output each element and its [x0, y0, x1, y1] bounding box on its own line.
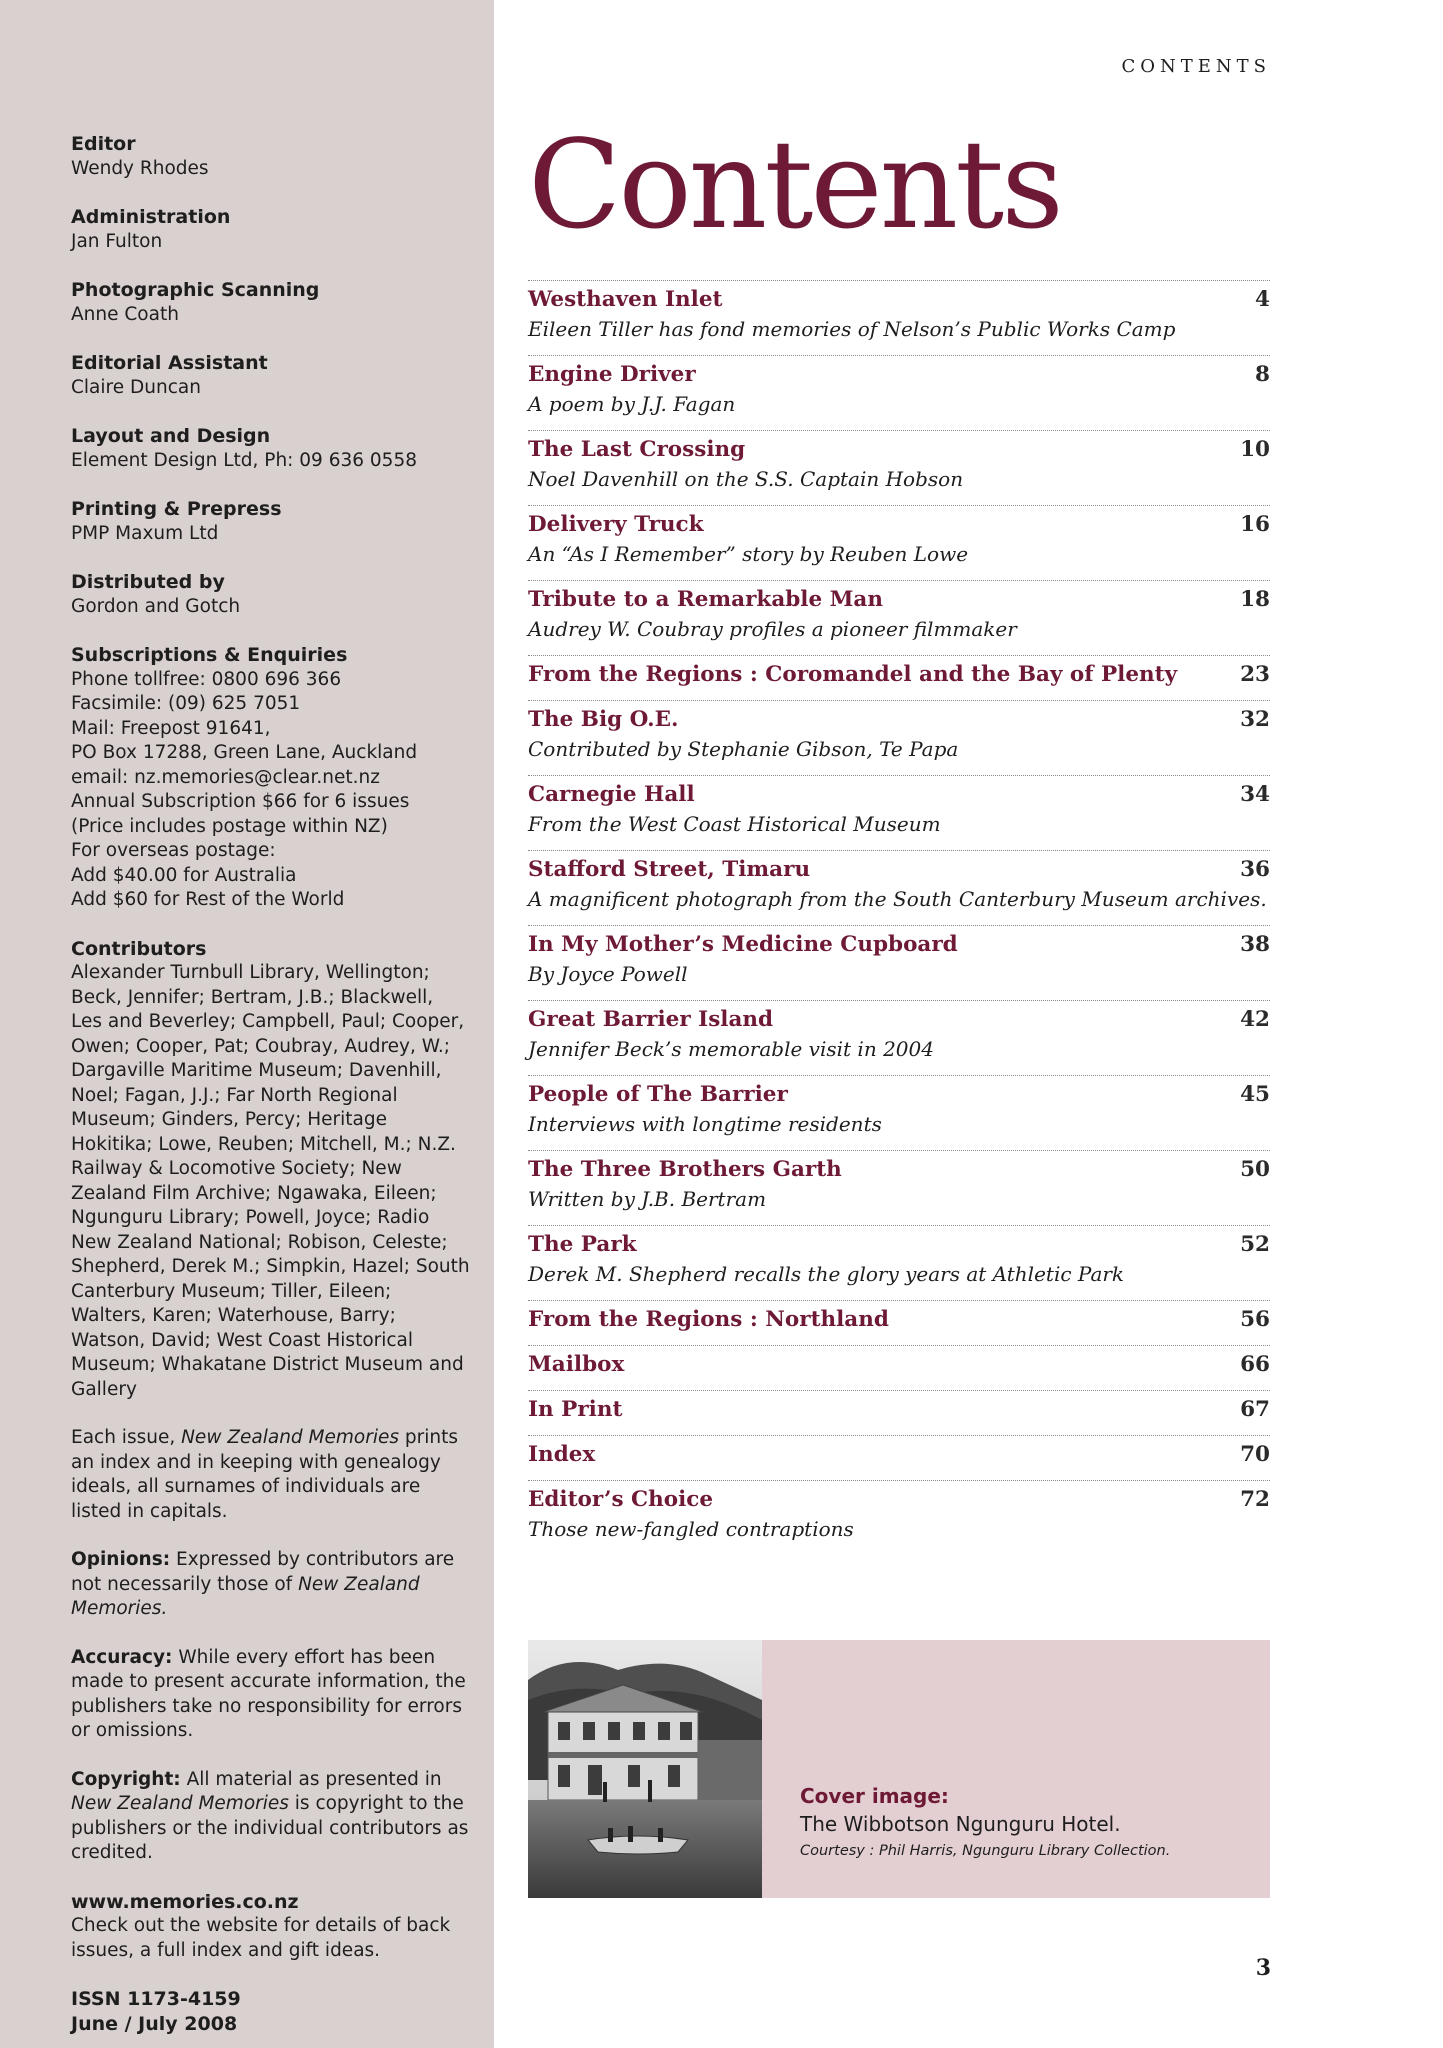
toc-title[interactable]: Carnegie Hall — [528, 782, 695, 807]
toc-title[interactable]: Delivery Truck — [528, 512, 704, 537]
toc-subtitle: Written by J.B. Bertram — [528, 1187, 767, 1211]
masthead-line: PMP Maxum Ltd — [71, 522, 219, 544]
toc-page-number: 8 — [1255, 362, 1270, 387]
masthead-line: Phone tollfree: 0800 696 366 — [71, 668, 342, 690]
toc-title[interactable]: Index — [528, 1442, 596, 1467]
toc-row — [528, 1005, 1270, 1035]
masthead-block — [71, 643, 470, 913]
contributors-block — [71, 937, 470, 1403]
toc-page-number: 4 — [1255, 287, 1270, 312]
toc-entry[interactable] — [528, 925, 1270, 988]
masthead-block — [71, 351, 470, 400]
toc-page-number: 50 — [1240, 1157, 1270, 1182]
toc-row — [528, 585, 1270, 615]
toc-title[interactable]: The Park — [528, 1232, 637, 1257]
opinions-note — [71, 1548, 470, 1622]
toc-page-number: 10 — [1240, 437, 1270, 462]
masthead-heading: Subscriptions & Enquiries — [71, 644, 348, 666]
website-note — [71, 1890, 470, 1964]
toc-subtitle: By Joyce Powell — [528, 962, 688, 986]
toc-row — [528, 360, 1270, 390]
toc-entry[interactable] — [528, 1480, 1270, 1543]
cover-text — [800, 1782, 1170, 1864]
toc-entry[interactable] — [528, 1000, 1270, 1063]
copyright-label: Copyright: — [71, 1768, 181, 1790]
issue-date: June / July 2008 — [71, 2012, 238, 2035]
masthead-line: Annual Subscription $66 for 6 issues — [71, 791, 410, 812]
toc-subtitle: Eileen Tiller has fond memories of Nelson’s Public Works Camp — [528, 317, 1176, 341]
toc-entry[interactable] — [528, 1390, 1270, 1425]
toc-title[interactable]: From the Regions : Coromandel and the Bay of Plenty — [528, 662, 1178, 687]
toc-title[interactable]: The Last Crossing — [528, 437, 746, 462]
toc-row — [528, 1395, 1270, 1425]
page-title: Contents — [528, 114, 1061, 256]
masthead-line: Gordon and Gotch — [71, 595, 241, 617]
toc-page-number: 42 — [1240, 1007, 1270, 1032]
page-number: 3 — [1255, 1955, 1271, 1981]
masthead-block — [71, 570, 470, 619]
toc-page-number: 23 — [1240, 662, 1270, 687]
toc-entry[interactable] — [528, 1345, 1270, 1380]
accuracy-note — [71, 1646, 470, 1744]
toc-row — [528, 1080, 1270, 1110]
masthead-block — [71, 497, 470, 546]
copyright-note — [71, 1768, 470, 1866]
masthead-heading: Editorial Assistant — [71, 352, 268, 374]
masthead-line: (Price includes postage within NZ) — [71, 815, 388, 837]
toc-subtitle: An “As I Remember” story by Reuben Lowe — [528, 542, 969, 566]
toc-subtitle: Jennifer Beck’s memorable visit in 2004 — [528, 1037, 934, 1061]
masthead-heading: Layout and Design — [71, 425, 271, 447]
toc-page-number: 72 — [1240, 1487, 1270, 1512]
masthead-block — [71, 278, 470, 327]
toc-title[interactable]: Mailbox — [528, 1352, 625, 1377]
index-note-text-2: prints an index and in keeping with genealogy ideals, all surnames of individuals are listed in capitals. — [71, 1427, 458, 1522]
index-note-text: Each issue, — [71, 1427, 182, 1448]
toc-entry[interactable] — [528, 1300, 1270, 1335]
toc-title[interactable]: Stafford Street, Timaru — [528, 857, 811, 882]
toc-entry[interactable] — [528, 580, 1270, 643]
toc-entry[interactable] — [528, 505, 1270, 568]
toc-row — [528, 1230, 1270, 1260]
toc-entry[interactable] — [528, 655, 1270, 690]
cover-image-panel — [528, 1640, 1270, 1898]
toc-title[interactable]: The Three Brothers Garth — [528, 1157, 842, 1182]
toc-row — [528, 1305, 1270, 1335]
toc-row — [528, 1440, 1270, 1470]
toc-title[interactable]: People of The Barrier — [528, 1082, 788, 1107]
masthead-block — [71, 424, 470, 473]
toc-title[interactable]: Westhaven Inlet — [528, 287, 723, 312]
toc-entry[interactable] — [528, 355, 1270, 418]
masthead-line: For overseas postage: — [71, 840, 276, 861]
toc-entry[interactable] — [528, 1150, 1270, 1213]
toc-page-number: 66 — [1240, 1352, 1270, 1377]
toc-page-number: 67 — [1240, 1397, 1270, 1422]
masthead-line: PO Box 17288, Green Lane, Auckland — [71, 742, 418, 763]
magazine-name: New Zealand Memories — [71, 1793, 289, 1814]
toc-title[interactable]: Editor’s Choice — [528, 1487, 714, 1512]
toc-entry[interactable] — [528, 280, 1270, 343]
toc-row — [528, 510, 1270, 540]
toc-title[interactable]: In My Mother’s Medicine Cupboard — [528, 932, 958, 957]
masthead-heading: Photographic Scanning — [71, 279, 320, 301]
toc-subtitle: Interviews with longtime residents — [528, 1112, 882, 1136]
toc-title[interactable]: From the Regions : Northland — [528, 1307, 889, 1332]
table-of-contents — [528, 280, 1270, 1555]
toc-row — [528, 705, 1270, 735]
toc-row — [528, 435, 1270, 465]
masthead-line: Facsimile: (09) 625 7051 — [71, 693, 301, 714]
magazine-name: New Zealand Memories. — [71, 1573, 420, 1619]
toc-row — [528, 1485, 1270, 1515]
toc-subtitle: Noel Davenhill on the S.S. Captain Hobson — [528, 467, 964, 491]
masthead-line: Add $40.00 for Australia — [71, 864, 297, 886]
toc-title[interactable]: Great Barrier Island — [528, 1007, 774, 1032]
toc-title[interactable]: Engine Driver — [528, 362, 696, 387]
masthead-list — [71, 132, 470, 913]
masthead-line: Claire Duncan — [71, 376, 201, 398]
opinions-text: Expressed by contributors are not necessarily those of — [71, 1549, 455, 1595]
masthead-heading: Editor — [71, 133, 136, 155]
cover-label: Cover image: — [800, 1784, 949, 1808]
masthead-line: Element Design Ltd, Ph: 09 636 0558 — [71, 449, 417, 471]
toc-subtitle: A poem by J.J. Fagan — [528, 392, 736, 416]
toc-entry[interactable] — [528, 430, 1270, 493]
toc-page-number: 32 — [1240, 707, 1270, 732]
toc-entry[interactable] — [528, 1075, 1270, 1138]
toc-page-number: 34 — [1240, 782, 1270, 807]
toc-page-number: 52 — [1240, 1232, 1270, 1257]
masthead-line: Jan Fulton — [71, 230, 163, 252]
website-link[interactable]: www.memories.co.nz — [71, 1890, 299, 1913]
toc-title[interactable]: In Print — [528, 1397, 623, 1422]
toc-entry[interactable] — [528, 775, 1270, 838]
masthead-line: Add $60 for Rest of the World — [71, 889, 345, 910]
contributors-text: Alexander Turnbull Library, Wellington; Beck, Jennifer; Bertram, J.B.; Blackwell, Les and Beverley; Campbell, Paul; Cooper, Owen; Cooper, Pat; Coubray, Audrey, W.; Dargaville Maritime Museum; Davenhill, Noel; Fagan, J.J.; Far North Regional Museum; Ginders, Percy; Heritage Hokitika; Lowe, Reuben; Mitchell, M.; N.Z. Railway & Locomotive Society; New Zealand Film Archive; Ngawaka, Eileen; Ngunguru Library; Powell, Joyce; Radio New Zealand National; Robison, Celeste; Shepherd, Derek M.; Simpkin, Hazel; South Canterbury Museum; Tiller, Eileen; Walters, Karen; Waterhouse, Barry; Watson, David; West Coast Historical Museum; Whakatane District Museum and Gallery — [71, 962, 470, 1400]
toc-entry[interactable] — [528, 1435, 1270, 1470]
masthead-block — [71, 132, 470, 181]
copyright-text: All material as presented in — [180, 1768, 442, 1790]
toc-page-number: 56 — [1240, 1307, 1270, 1332]
toc-subtitle: A magnificent photograph from the South Canterbury Museum archives. — [528, 887, 1267, 911]
accuracy-text: While every effort has been made to present accurate information, the publishers take no responsibility for errors or omissions. — [71, 1646, 466, 1741]
toc-page-number: 45 — [1240, 1082, 1270, 1107]
masthead-heading: Distributed by — [71, 571, 225, 593]
issn: ISSN 1173-4159 — [71, 1988, 241, 2010]
toc-subtitle: Those new-fangled contraptions — [528, 1517, 854, 1541]
masthead-heading: Printing & Prepress — [71, 498, 282, 520]
copyright-text-2: is copyright to the publishers or the individual contributors as credited. — [71, 1793, 469, 1863]
toc-row — [528, 930, 1270, 960]
magazine-name: New Zealand Memories — [181, 1427, 399, 1448]
masthead-line: Anne Coath — [71, 303, 179, 325]
masthead-sidebar — [0, 0, 494, 2048]
toc-subtitle: From the West Coast Historical Museum — [528, 812, 941, 836]
index-note — [71, 1426, 470, 1524]
contributors-heading: Contributors — [71, 937, 207, 960]
toc-subtitle: Contributed by Stephanie Gibson, Te Papa — [528, 737, 959, 761]
masthead-line: Wendy Rhodes — [71, 157, 209, 179]
accuracy-label: Accuracy: — [71, 1646, 173, 1668]
running-head: CONTENTS — [1121, 56, 1271, 77]
masthead-block — [71, 205, 470, 254]
toc-page-number: 36 — [1240, 857, 1270, 882]
toc-entry[interactable] — [528, 700, 1270, 763]
opinions-label: Opinions: — [71, 1549, 171, 1570]
toc-row — [528, 855, 1270, 885]
cover-caption: The Wibbotson Ngunguru Hotel. — [800, 1812, 1121, 1836]
toc-subtitle: Derek M. Shepherd recalls the glory years at Athletic Park — [528, 1262, 1125, 1286]
toc-title[interactable]: Tribute to a Remarkable Man — [528, 587, 883, 612]
toc-row — [528, 660, 1270, 690]
toc-row — [528, 1350, 1270, 1380]
masthead-heading: Administration — [71, 206, 231, 228]
website-text: Check out the website for details of back issues, a full index and gift ideas. — [71, 1915, 451, 1961]
toc-page-number: 38 — [1240, 932, 1270, 957]
toc-row — [528, 1155, 1270, 1185]
toc-page-number: 16 — [1240, 512, 1270, 537]
toc-row — [528, 285, 1270, 315]
masthead-line: email: nz.memories@clear.net.nz — [71, 766, 380, 788]
toc-page-number: 70 — [1240, 1442, 1270, 1467]
toc-page-number: 18 — [1240, 587, 1270, 612]
toc-subtitle: Audrey W. Coubray profiles a pioneer filmmaker — [528, 617, 1017, 641]
cover-credit: Courtesy : Phil Harris, Ngunguru Library Collection. — [800, 1843, 1171, 1859]
cover-photo — [528, 1640, 762, 1898]
masthead-line: Mail: Freepost 91641, — [71, 717, 271, 739]
toc-title[interactable]: The Big O.E. — [528, 707, 679, 732]
toc-entry[interactable] — [528, 1225, 1270, 1288]
toc-entry[interactable] — [528, 850, 1270, 913]
toc-row — [528, 780, 1270, 810]
